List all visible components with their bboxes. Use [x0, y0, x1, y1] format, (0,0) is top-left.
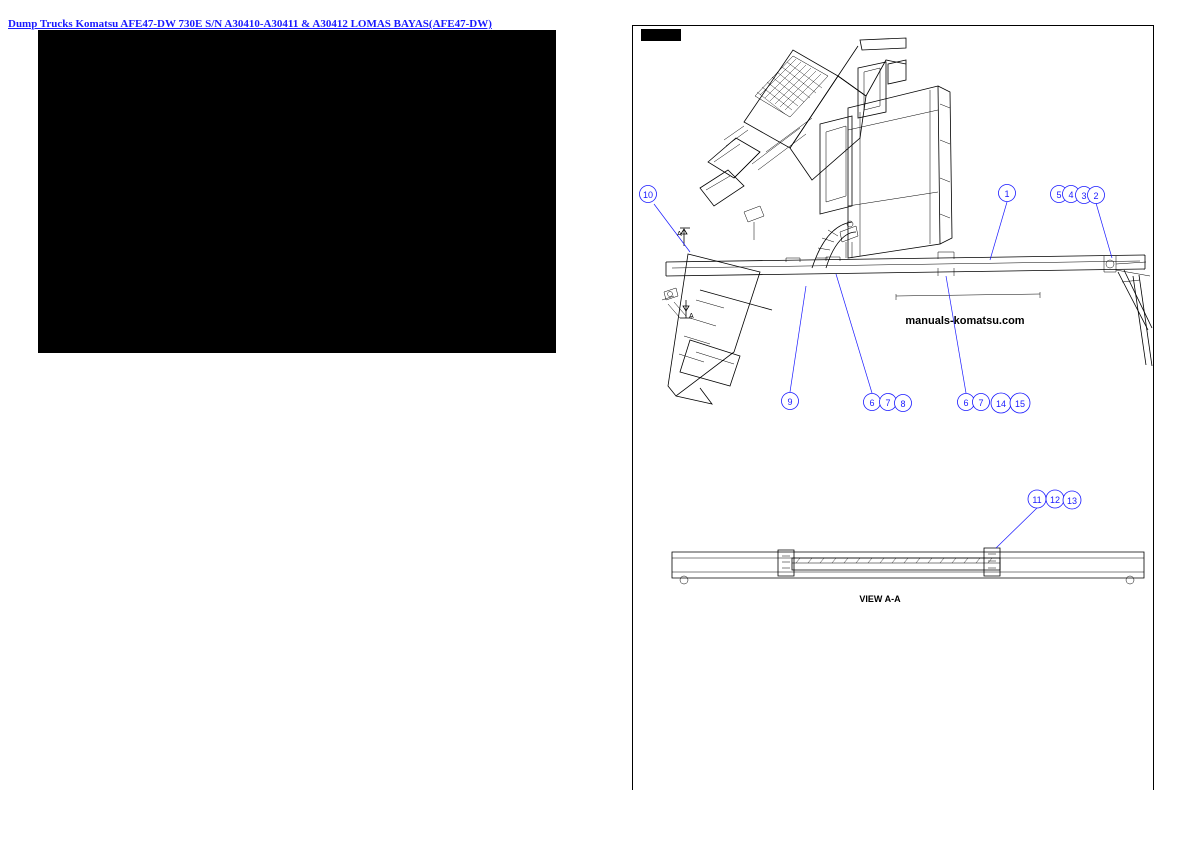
slab-hatch — [796, 558, 992, 563]
section-mark-a-lower — [680, 300, 694, 320]
callout-label-14: 14 — [995, 399, 1007, 409]
hydraulic-lines — [700, 118, 812, 206]
watermark-text: manuals-komatsu.com — [905, 315, 1025, 327]
callout-label-6a: 6 — [869, 398, 875, 408]
callout-label-8: 8 — [900, 399, 906, 409]
control-cabinet — [820, 116, 852, 214]
callout-label-7b: 7 — [978, 398, 984, 408]
callout-label-10: 10 — [642, 190, 654, 200]
callout-label-13: 13 — [1066, 496, 1078, 506]
document-title-link[interactable]: Dump Trucks Komatsu AFE47-DW 730E S/N A30410-A30411 & A30412 LOMAS BAYAS(AFE47-DW) — [8, 18, 492, 30]
svg-text:A: A — [689, 313, 694, 320]
chassis-beam — [666, 252, 1150, 276]
callout-label-6b: 6 — [963, 398, 969, 408]
view-label: VIEW A-A — [859, 594, 901, 604]
beam-small-parts — [744, 206, 858, 258]
dump-body-structure — [744, 38, 952, 268]
engine-enclosure — [848, 60, 952, 258]
callout-group — [640, 185, 1113, 414]
callout-label-4: 4 — [1068, 190, 1074, 200]
callout-label-11: 11 — [1032, 495, 1042, 505]
svg-text:A: A — [677, 231, 682, 238]
callout-label-7a: 7 — [885, 398, 891, 408]
callout-label-15: 15 — [1014, 399, 1026, 409]
callout-label-2: 2 — [1093, 191, 1099, 201]
callout-label-12: 12 — [1049, 495, 1061, 505]
flexible-duct — [812, 222, 856, 268]
view-a-a — [672, 490, 1144, 604]
main-assembly-view — [662, 38, 1152, 404]
callout-label-3: 3 — [1081, 191, 1087, 201]
callout-label-1: 1 — [1004, 189, 1010, 199]
inclined-cylinder — [662, 254, 772, 404]
callout-label-9: 9 — [787, 397, 793, 407]
support-legs — [1118, 270, 1152, 366]
callout-label-5: 5 — [1056, 190, 1062, 200]
